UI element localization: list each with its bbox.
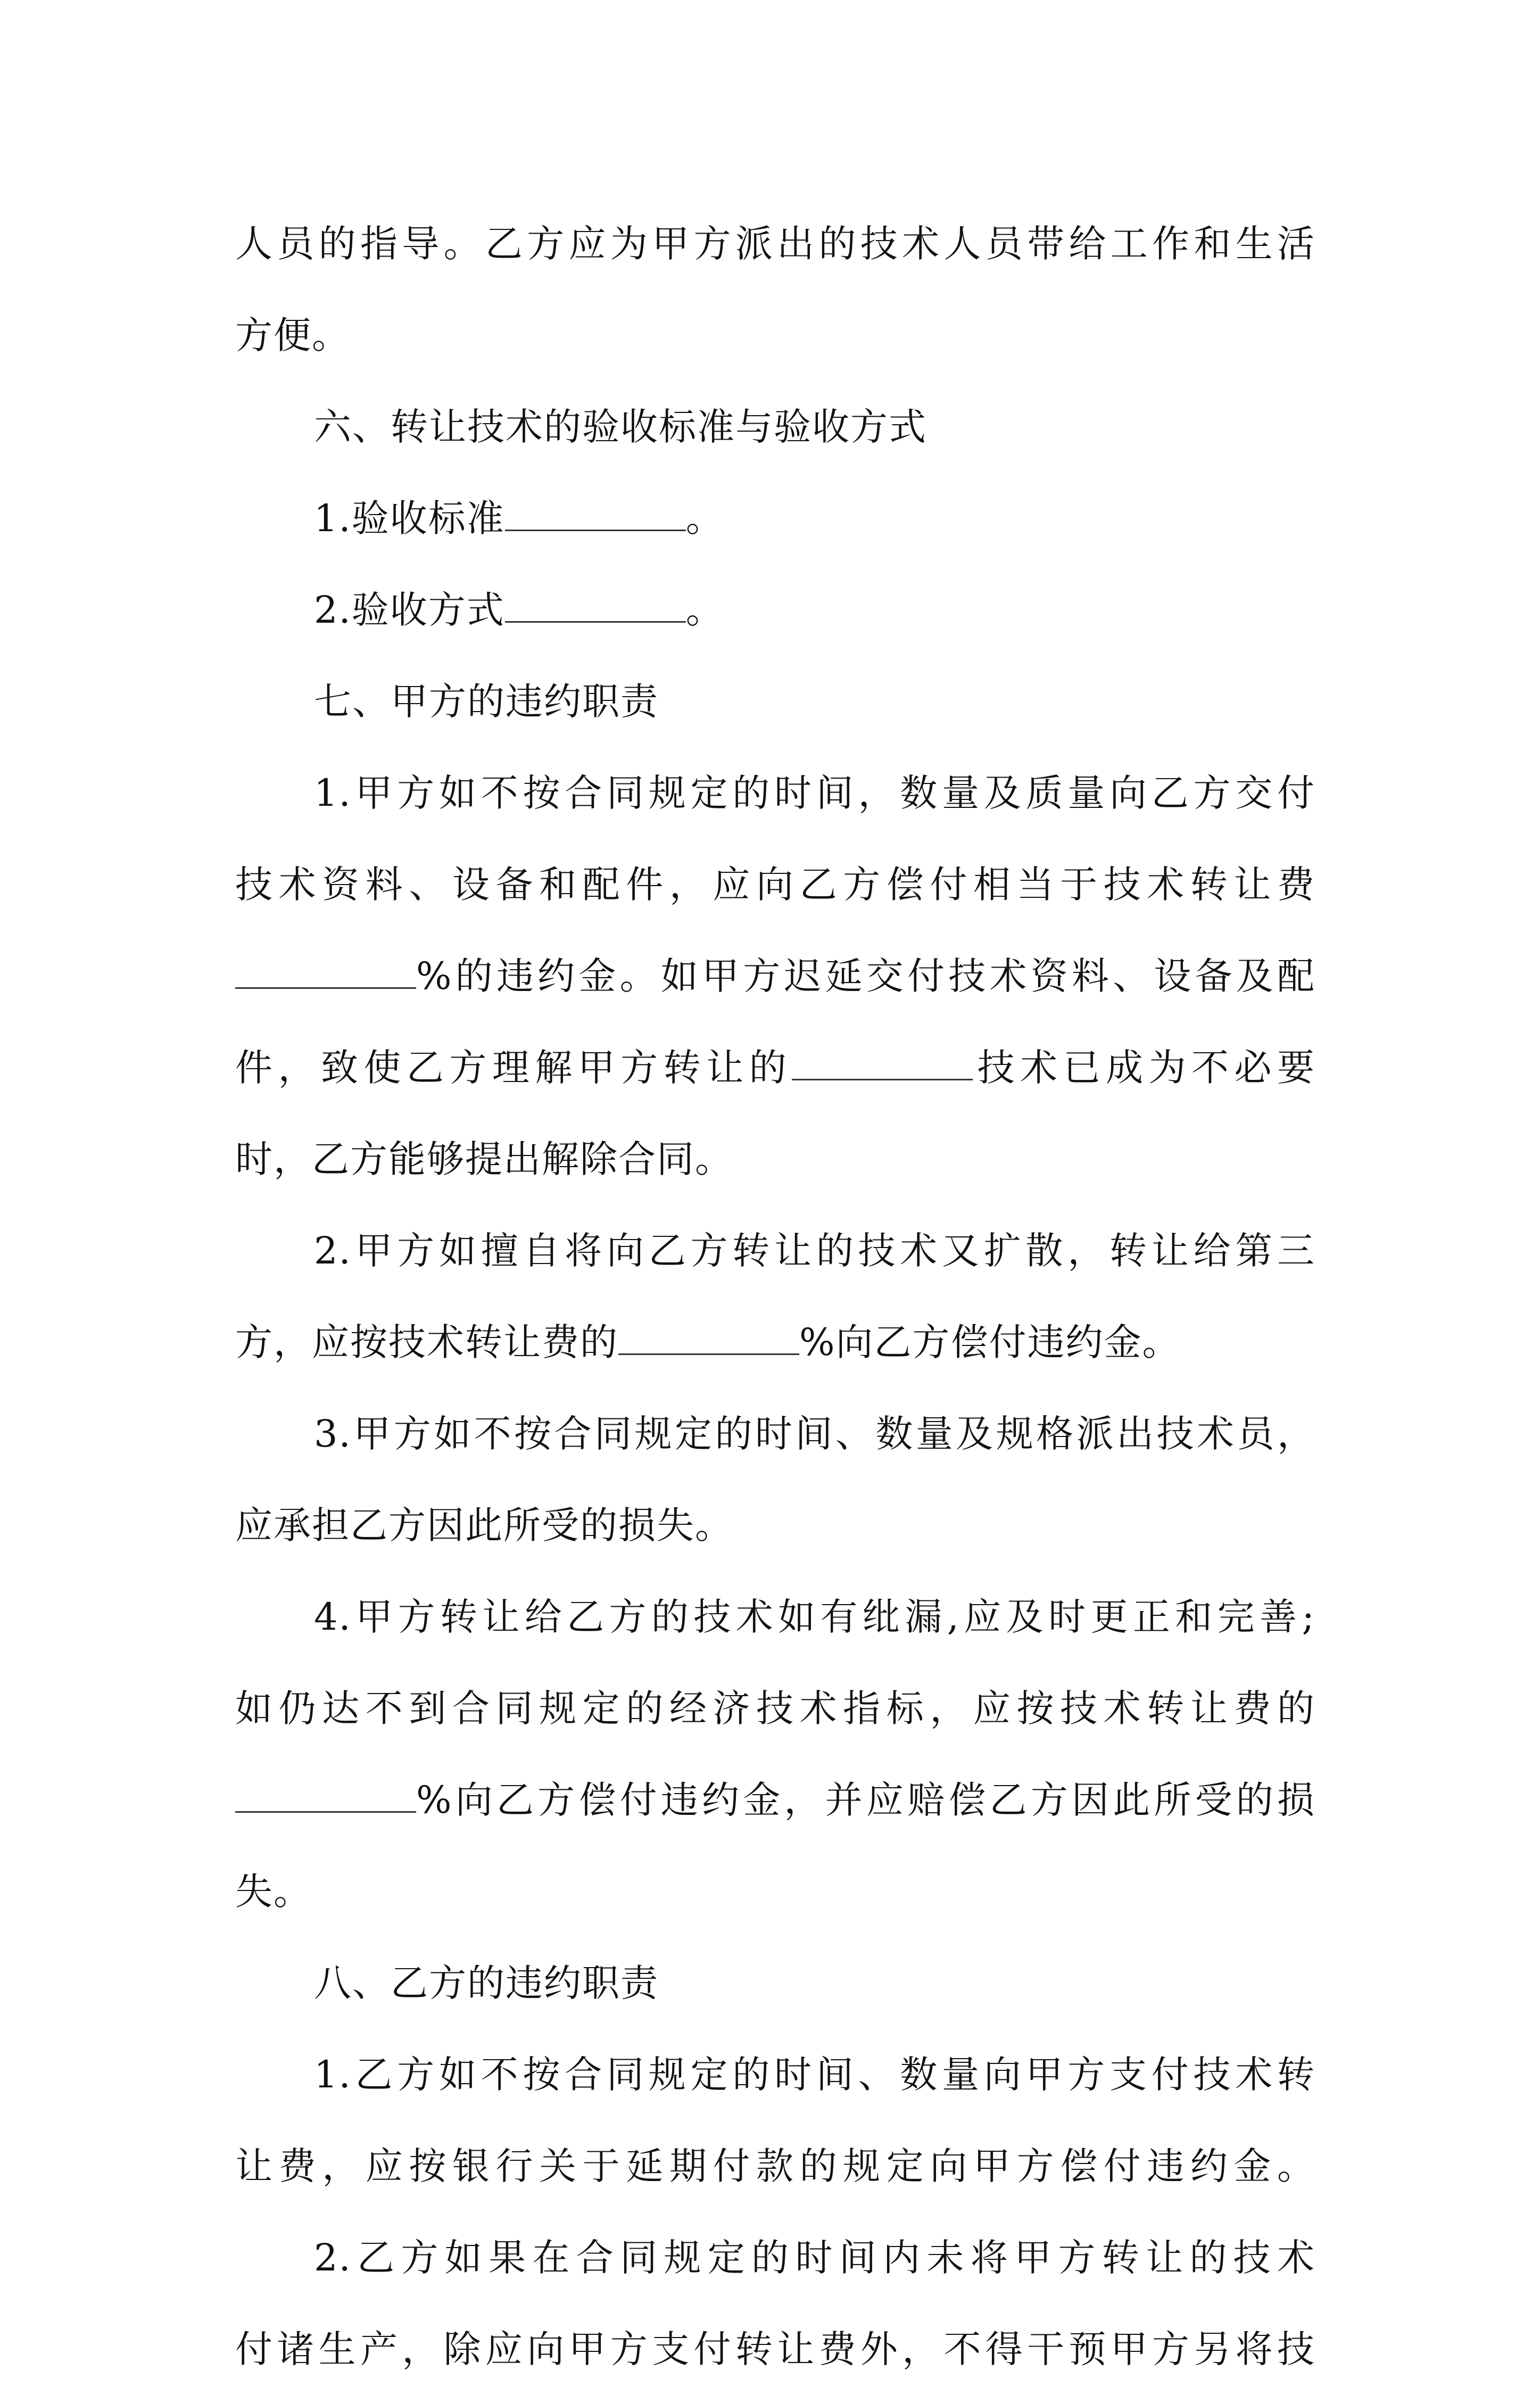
text-line: 付诸生产，除应向甲方支付转让费外，不得干预甲方另将技 — [235, 2327, 1315, 2371]
text-line: 方便。 — [235, 313, 350, 357]
section-heading: 七、甲方的违约职责 — [314, 680, 659, 723]
text-line: 方，应按技术转让费的 %向乙方偿付违约金。 — [235, 1320, 1181, 1364]
text-line: %向乙方偿付违约金，并应赔偿乙方因此所受的损 — [235, 1754, 1315, 1846]
text-line: 技术资料、设备和配件，应向乙方偿付相当于技术转让费 — [235, 863, 1315, 906]
text-line: 1.乙方如不按合同规定的时间、数量向甲方支付技术转 — [314, 2053, 1315, 2096]
text-line: 1.甲方如不按合同规定的时间，数量及质量向乙方交付 — [314, 771, 1315, 815]
text-line: %的违约金。如甲方迟延交付技术资料、设备及配 — [235, 930, 1315, 1022]
fill-in-blank[interactable] — [505, 500, 686, 531]
section-heading: 六、转让技术的验收标准与验收方式 — [314, 405, 927, 449]
fill-in-blank[interactable] — [792, 1049, 973, 1080]
text-line: 应承担乙方因此所受的损失。 — [235, 1504, 733, 1547]
fill-in-blank[interactable] — [618, 1324, 799, 1355]
fill-in-blank[interactable] — [235, 1781, 416, 1813]
text-line: 1.验收标准 。 — [314, 497, 724, 540]
text-line: 人员的指导。乙方应为甲方派出的技术人员带给工作和生活 — [235, 222, 1315, 266]
text-line: 4.甲方转让给乙方的技术如有纰漏,应及时更正和完善; — [314, 1595, 1315, 1639]
section-heading: 八、乙方的违约职责 — [314, 1961, 659, 2005]
text-line: 3.甲方如不按合同规定的时间、数量及规格派出技术员， — [314, 1412, 1315, 1456]
document-page — [235, 198, 1315, 2395]
text-line: 2.甲方如擅自将向乙方转让的技术又扩散，转让给第三 — [314, 1229, 1315, 1273]
text-line: 件，致使乙方理解甲方转让的 技术已成为不必要 — [235, 1046, 1316, 1089]
text-line: 2.验收方式 。 — [314, 588, 724, 632]
text-line: 如仍达不到合同规定的经济技术指标，应按技术转让费的 — [235, 1687, 1315, 1730]
fill-in-blank[interactable] — [235, 957, 416, 989]
text-line: 2.乙方如果在合同规定的时间内未将甲方转让的技术 — [314, 2236, 1315, 2280]
text-line: 失。 — [235, 1870, 312, 1913]
text-line: 让费，应按银行关于延期付款的规定向甲方偿付违约金。 — [235, 2144, 1315, 2188]
text-line: 时，乙方能够提出解除合同。 — [235, 1137, 733, 1181]
fill-in-blank[interactable] — [505, 591, 686, 623]
